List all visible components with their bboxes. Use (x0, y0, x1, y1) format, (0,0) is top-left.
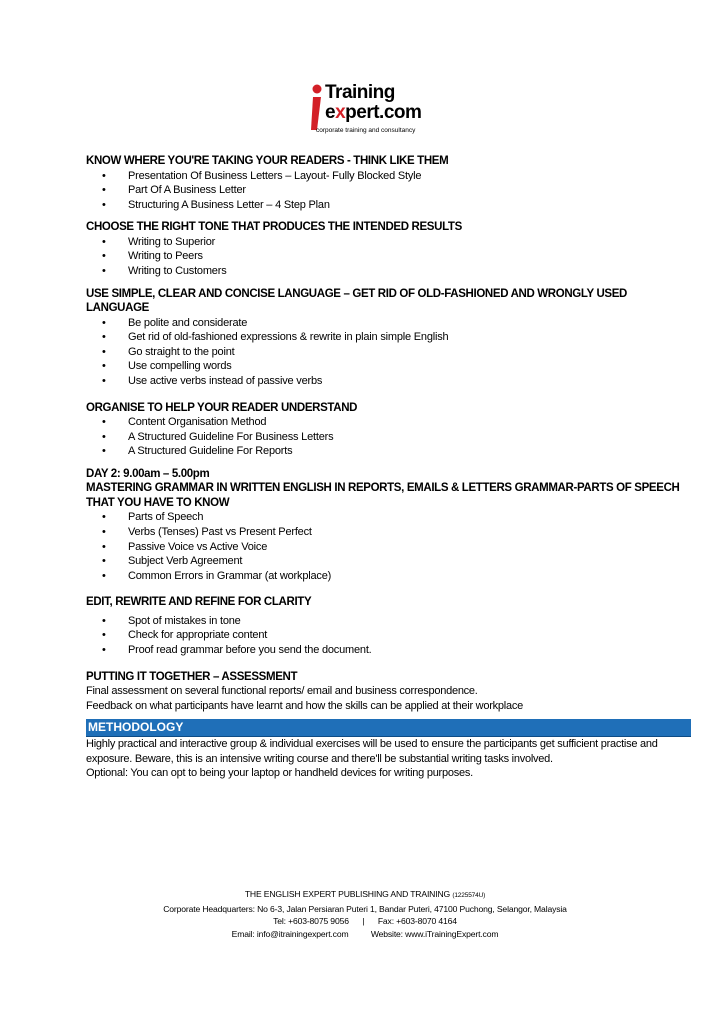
list-item: • Writing to Peers (86, 249, 691, 264)
list-item: • Content Organisation Method (86, 415, 691, 430)
page-footer (120, 888, 610, 940)
course-outline (86, 154, 691, 781)
footer-fax: Fax: +603-8070 4164 (377, 916, 457, 926)
list-item: • Subject Verb Agreement (86, 554, 691, 569)
section-assessment (86, 670, 691, 714)
section-methodology (86, 719, 691, 781)
bullet-list (86, 510, 691, 583)
footer-phone: Tel: +603-8075 9056 (273, 916, 349, 926)
list-item: • Parts of Speech (86, 510, 691, 525)
list-item: • Proof read grammar before you send the document. (86, 643, 691, 658)
footer-company-line (120, 888, 610, 903)
section-heading: CHOOSE THE RIGHT TONE THAT PRODUCES THE INTENDED RESULTS (86, 221, 462, 234)
list-item: • Check for appropriate content (86, 628, 691, 643)
list-item: • Writing to Customers (86, 264, 691, 279)
list-item: • Verbs (Tenses) Past vs Present Perfect (86, 525, 691, 540)
logo-word-expert: expert.com (325, 102, 422, 123)
list-item: • Be polite and considerate (86, 316, 691, 331)
logo-word-training: Training (325, 82, 395, 103)
logo-i-icon (309, 84, 323, 130)
section-simple-language (86, 287, 691, 389)
list-item: • A Structured Guideline For Business Letters (86, 430, 691, 445)
section-edit-rewrite (86, 595, 691, 657)
list-item: • Use compelling words (86, 359, 691, 374)
footer-email: Email: info@itrainingexpert.com (231, 928, 349, 939)
list-item: • Spot of mistakes in tone (86, 614, 691, 629)
bullet-list (86, 614, 691, 658)
footer-separator: | (362, 916, 365, 926)
section-heading: PUTTING IT TOGETHER – ASSESSMENT (86, 670, 298, 683)
section-know-readers (86, 154, 691, 212)
section-heading: USE SIMPLE, CLEAR AND CONCISE LANGUAGE – GET RID OF OLD-FASHIONED AND WRONGLY USED LANGUAGE (86, 287, 628, 315)
section-heading: ORGANISE TO HELP YOUR READER UNDERSTAND (86, 401, 358, 414)
list-item: • Common Errors in Grammar (at workplace) (86, 569, 691, 584)
paragraph-line: Feedback on what participants have learnt and how the skills can be applied at their workplace (86, 699, 523, 712)
section-organise (86, 401, 691, 459)
bullet-list (86, 235, 691, 279)
paragraph-line: Final assessment on several functional reports/ email and business correspondence. (86, 685, 478, 698)
footer-website: Website: www.iTrainingExpert.com (370, 928, 499, 939)
day-heading: DAY 2: 9.00am – 5.00pm (86, 467, 210, 480)
footer-address: Corporate Headquarters: No 6-3, Jalan Persiaran Puteri 1, Bandar Puteri, 47100 Puchong, Selangor, Malaysia (163, 903, 567, 914)
logo-tagline: corporate training and consultancy (316, 127, 416, 134)
company-logo (307, 82, 427, 138)
list-item: • Structuring A Business Letter – 4 Step Plan (86, 198, 691, 213)
section-right-tone (86, 220, 691, 278)
list-item: • Writing to Superior (86, 235, 691, 250)
list-item: • Go straight to the point (86, 345, 691, 360)
footer-reg: (1225574U) (452, 892, 486, 899)
bullet-list (86, 415, 691, 459)
list-item: • Use active verbs instead of passive verbs (86, 374, 691, 389)
footer-web-line (120, 928, 610, 941)
section-heading: EDIT, REWRITE AND REFINE FOR CLARITY (86, 596, 312, 609)
list-item: • A Structured Guideline For Reports (86, 444, 691, 459)
bullet-list (86, 316, 691, 389)
footer-contact-line (120, 915, 610, 928)
methodology-optional: Optional: You can opt to being your laptop or handheld devices for writing purposes. (86, 767, 473, 780)
bullet-list (86, 169, 691, 213)
list-item: • Get rid of old-fashioned expressions & rewrite in plain simple English (86, 330, 691, 345)
footer-company: THE ENGLISH EXPERT PUBLISHING AND TRAINING (244, 889, 451, 899)
section-grammar (86, 467, 691, 583)
list-item: • Presentation Of Business Letters – Layout- Fully Blocked Style (86, 169, 691, 184)
list-item: • Passive Voice vs Active Voice (86, 540, 691, 555)
section-heading: MASTERING GRAMMAR IN WRITTEN ENGLISH IN REPORTS, EMAILS & LETTERS GRAMMAR-PARTS OF SPEECH THAT YOU HAVE TO KNOW (86, 482, 680, 509)
list-item: • Part Of A Business Letter (86, 183, 691, 198)
methodology-title-bar: METHODOLOGY (86, 719, 691, 737)
methodology-text: Highly practical and interactive group & individual exercises will be used to ensure the participants get sufficient practise and exposure. Beware, this is an intensive writing course and there'll be substantial writing tasks involved. (86, 738, 658, 765)
section-heading: KNOW WHERE YOU'RE TAKING YOUR READERS - THINK LIKE THEM (86, 155, 449, 167)
